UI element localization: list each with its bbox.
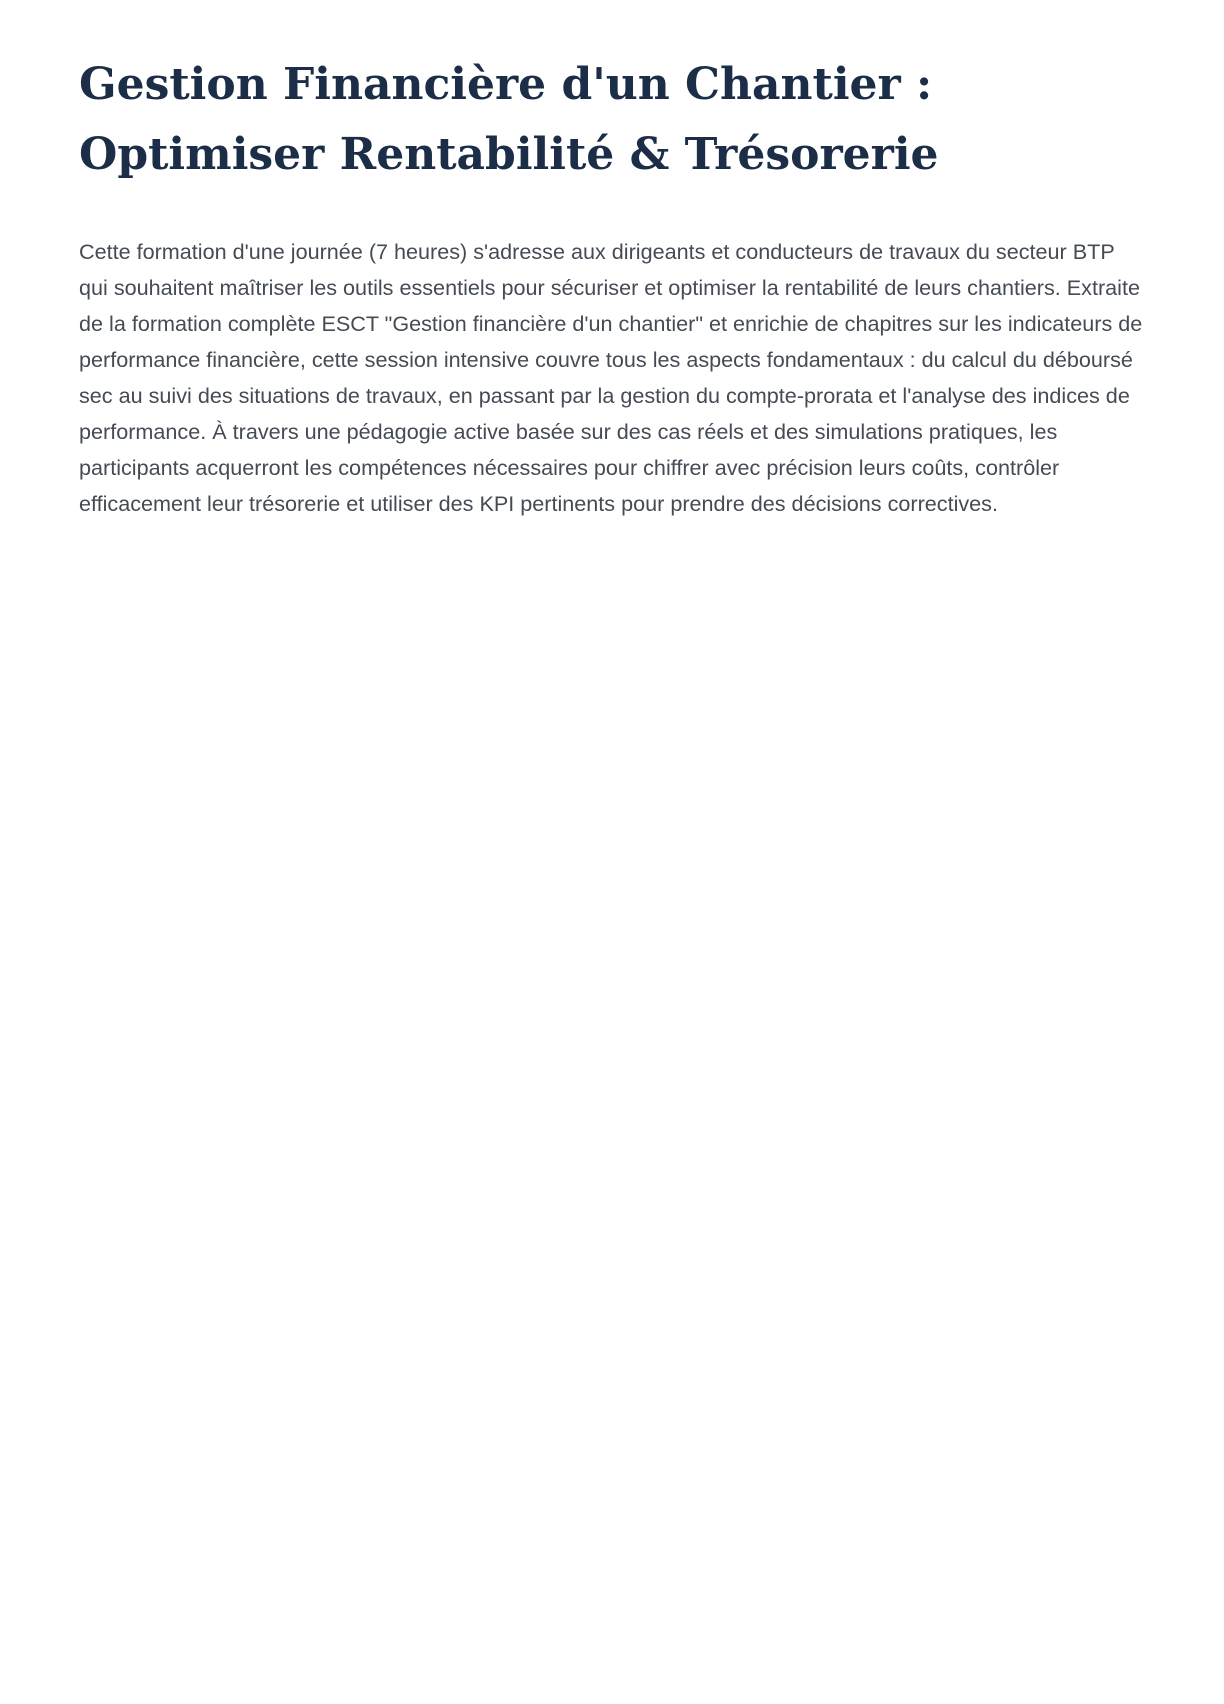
document-content (79, 50, 1145, 522)
intro-paragraph: Cette formation d'une journée (7 heures) s'adresse aux dirigeants et conducteurs de travaux du secteur BTP qui souhaitent maîtriser les outils essentiels pour sécuriser et optimiser la rentabilité de leurs chantiers. Extraite de la formation complète ESCT "Gestion financière d'un chantier" et enrichie de chapitres sur les indicateurs de performance financière, cette session intensive couvre tous les aspects fondamentaux : du calcul du déboursé sec au suivi des situations de travaux, en passant par la gestion du compte-prorata et l'analyse des indices de performance. À travers une pédagogie active basée sur des cas réels et des simulations pratiques, les participants acquerront les compétences nécessaires pour chiffrer avec précision leurs coûts, contrôler efficacement leur trésorerie et utiliser des KPI pertinents pour prendre des décisions correctives. (79, 239, 1143, 516)
page-title: Gestion Financière d'un Chantier : Optimiser Rentabilité & Trésorerie (79, 59, 939, 180)
